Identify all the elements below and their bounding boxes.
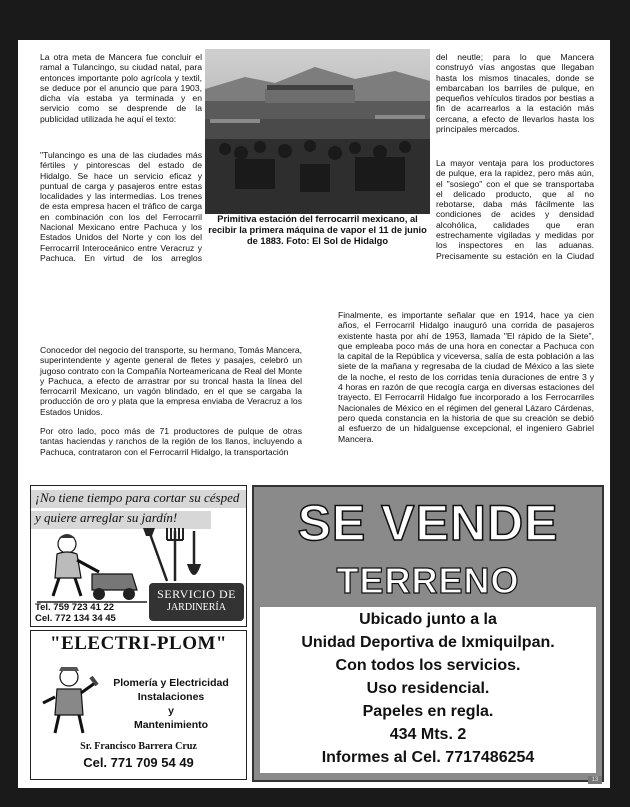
plumbing-line-4: Mantenimiento bbox=[133, 719, 209, 731]
sale-line-1: Ubicado junto a la bbox=[359, 611, 497, 628]
article-col1-bottom bbox=[40, 345, 302, 466]
gardening-headline bbox=[35, 488, 243, 528]
station-photo-image bbox=[205, 49, 430, 214]
article-quote-bottom bbox=[40, 262, 302, 337]
plumber-illustration bbox=[39, 663, 99, 735]
article-col2-bottom bbox=[338, 310, 594, 453]
service-label-line-1: SERVICIO DE bbox=[157, 587, 236, 601]
article-col1-top bbox=[40, 52, 202, 133]
gardening-phone: Tel. 759 723 41 22 bbox=[35, 602, 115, 613]
article-paragraph: Finalmente, es importante señalar que en 1914, hace ya cien años, el Ferrocarril Hidalgo inauguró una corrida de pasajeros existente hasta por ahí de 1953, llamada "El rápido de la Siete", que empleaba poco más de una hora en conectar a Pachuca con la capital de la República y viceversa, salía de esta población a las siete de la mañana y regresaba de la ciudad de México a las siete de la noche, el resto de los corridas tenía duraciones de entre 3 y 4 horas en razón de que recogía carga en diversas estaciones del trayecto. El Ferrocarril Hidalgo fue incorporado a los Ferrocarriles Nacionales de México en el régimen del general Lázaro Cárdenas, pero queda constancia en la historia de que su creación se debió al esfuerzo de un hidalguense excepcional, el ingeniero Gabriel Mancera. bbox=[338, 310, 594, 444]
plumbing-line-3: y bbox=[168, 705, 174, 717]
article-paragraph: Por otro lado, poco más de 71 productores de pulque de otras tantas haciendas y ranchos de la región de los llanos, incluyendo a Pachuca, contrataron con el Ferrocarril Hidalgo, la transportación bbox=[40, 426, 302, 457]
article-paragraph: del neutle; para lo que Mancera construyó vías angostas que llegaban hasta los mismos tinacales, donde se embarcaban los barriles de pulque, en pequeños vehículos tirados por bestias a fin de acarrearlos a la estación más cercana, a efecto de llevarlos hasta los principales mercados. bbox=[436, 52, 594, 135]
sale-line-3: Con todos los servicios. bbox=[335, 657, 521, 674]
sale-details-box bbox=[260, 607, 596, 773]
article-paragraph: Conocedor del negocio del transporte, su hermano, Tomás Mancera, superintendente y agente general de fletes y pasajes, celebró un jugoso contrato con la Compañía Norteamericana de Real del Monte y Pachuca, a efecto de arrastrar por su troncal hasta la línea del ferrocarril Mexicano, un vagón blindado, en el que se cargaba la producción de oro y plata que la empresa enviaba de Veracruz a los Estados Unidos. bbox=[40, 345, 302, 417]
gardening-cell: Cel. 772 134 34 45 bbox=[35, 613, 116, 624]
plumbing-line-1: Plomería y Electricidad bbox=[113, 677, 229, 689]
sale-line-7: Informes al Cel. 7717486254 bbox=[321, 749, 535, 766]
service-label-line-2: JARDINERÍA bbox=[167, 602, 226, 613]
sale-line-5: Papeles en regla. bbox=[362, 703, 494, 720]
headline-line-2: y quiere arreglar su jardín! bbox=[35, 510, 178, 525]
garden-tools-icon bbox=[139, 526, 209, 586]
article-col2-top bbox=[436, 52, 594, 143]
gardening-ad bbox=[30, 485, 247, 627]
headline-line-1: ¡No tiene tiempo para cortar su césped bbox=[35, 490, 240, 505]
plumbing-cell: Cel. 771 709 54 49 bbox=[83, 755, 194, 770]
plumbing-ad bbox=[30, 630, 247, 780]
plumbing-contact-name: Sr. Francisco Barrera Cruz bbox=[80, 741, 197, 752]
lawnmower-man-illustration bbox=[37, 530, 147, 610]
page-number: 13 bbox=[588, 776, 602, 784]
article-paragraph: La otra meta de Mancera fue concluir el ramal a Tulancingo, su ciudad natal, para entonces importante polo agrícola y textil, se deduce por el anuncio que para 1903, dicha vía estaba ya terminada y en servicio como se desprende de la publicidad utilizada he aquí el texto: bbox=[40, 52, 202, 124]
article-paragraph: La mayor ventaja para los productores de pulque, era la rapidez, pero más aún, el "sosiego" con el que se transportaba el delicado producto, que al no rebotarse, daba más fácilmente las condiciones de acides y densidad alcohólica, calidades que eran estrechamente vigiladas y medidas por los inspectores en las aduanas. Precisamente su estación en la Ciudad bbox=[436, 158, 594, 261]
plumbing-line-2: Instalaciones bbox=[137, 691, 205, 703]
land-sale-ad bbox=[252, 485, 604, 782]
plumbing-title: "ELECTRI-PLOM" bbox=[50, 633, 227, 654]
sale-line-4: Uso residencial. bbox=[366, 680, 490, 697]
service-label bbox=[149, 583, 244, 621]
article-quote-top bbox=[40, 150, 202, 265]
sale-title: SE VENDE bbox=[297, 495, 559, 551]
sale-line-6: 434 Mts. 2 bbox=[389, 726, 467, 743]
sale-subtitle: TERRENO bbox=[336, 560, 520, 601]
sale-line-2: Unidad Deportiva de Ixmiquilpan. bbox=[301, 634, 555, 651]
photo-caption: Primitiva estación del ferrocarril mexicano, al recibir la primera máquina de vapor el 11 de junio de 1883. Foto: El Sol de Hidalgo bbox=[208, 214, 427, 246]
article-quote: "Tulancingo es una de las ciudades más fértiles y pintorescas del estado de Hidalgo. Se hace un servicio eficaz y puntual de carga y pasajeros entre estas localidades y las intermedias. Los trenes de esta empresa hacen el tráfico de carga en combinación con los del Ferrocarril Nacional Mexicano entre Pachuca y los Estados Unidos del Norte y con los del Ferrocarril Interoceánico entre Veracruz y Pachuca. En virtud de los arreglos bbox=[40, 150, 202, 263]
article-col2-mid bbox=[436, 158, 594, 262]
article-col2-wide bbox=[338, 262, 594, 304]
